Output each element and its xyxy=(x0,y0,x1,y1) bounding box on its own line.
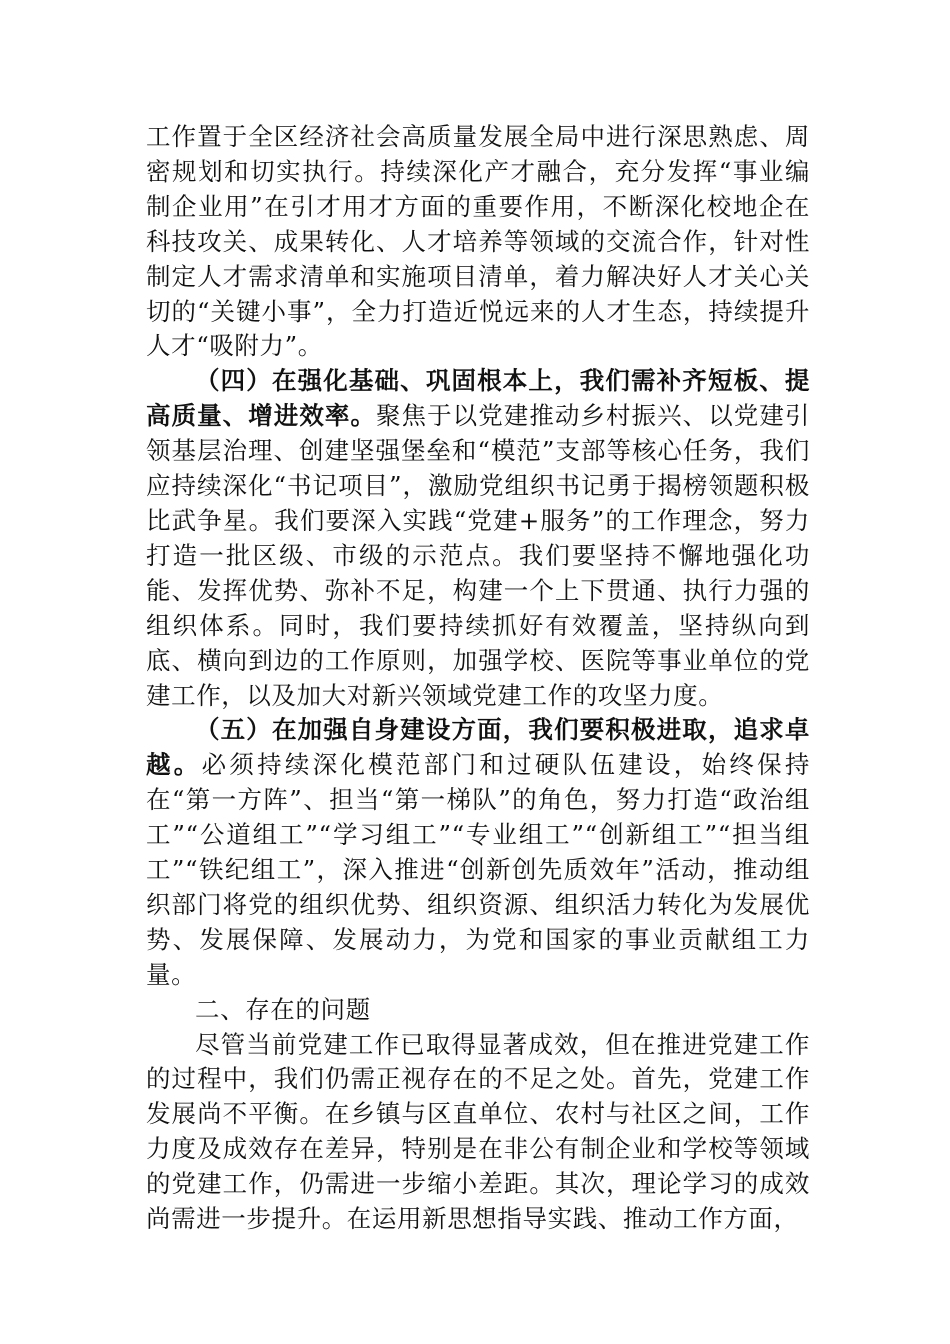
body-paragraph-continuation xyxy=(146,120,810,364)
paragraph-lead-sentence: （四）在强化基础、巩固根本上，我们需补齐短板、提高质量、增进效率。 xyxy=(146,366,810,431)
paragraph-text: 聚焦于以党建推动乡村振兴、以党建引领基层治理、创建坚强堡垒和“模范”支部等核心任务，我们应持续深化“书记项目”，激励党组织书记勇于揭榜领题积极比武争星。我们要深入实践“党建+服务”的工作理念，努力打造一批区级、市级的示范点。我们要坚持不懈地强化功能、发挥优势、弥补不足，构建一个上下贯通、执行力强的组织体系。同时，我们要持续抓好有效覆盖，坚持纵向到底、横向到边的工作原则，加强学校、医院等事业单位的党建工作，以及加大对新兴领域党建工作的攻坚力度。 xyxy=(146,401,810,710)
document-body xyxy=(146,120,810,1237)
paragraph-text: 工作置于全区经济社会高质量发展全局中进行深思熟虑、周密规划和切实执行。持续深化产才融合，充分发挥“事业编制企业用”在引才用才方面的重要作用，不断深化校地企在科技攻关、成果转化、人才培养等领域的交流合作，针对性制定人才需求清单和实施项目清单，着力解决好人才关心关切的“关键小事”，全力打造近悦远来的人才生态，持续提升人才“吸附力”。 xyxy=(146,122,810,361)
body-paragraph-item-5 xyxy=(146,713,810,992)
section-heading: 二、存在的问题 xyxy=(195,994,371,1024)
paragraph-text: 尽管当前党建工作已取得显著成效，但在推进党建工作的过程中，我们仍需正视存在的不足之处。首先，党建工作发展尚不平衡。在乡镇与区直单位、农村与社区之间，工作力度及成效存在差异，特别是在非公有制企业和学校等领域的党建工作，仍需进一步缩小差距。其次，理论学习的成效尚需进一步提升。在运用新思想指导实践、推动工作方面， xyxy=(146,1029,810,1234)
body-paragraph-item-4 xyxy=(146,364,810,713)
body-paragraph-problems xyxy=(146,1028,810,1237)
paragraph-lead-sentence: （五）在加强自身建设方面，我们要积极进取，追求卓越。 xyxy=(146,715,810,780)
paragraph-text: 必须持续深化模范部门和过硬队伍建设，始终保持在“第一方阵”、担当“第一梯队”的角色，努力打造“政治组工”“公道组工”“学习组工”“专业组工”“创新组工”“担当组工”“铁纪组工”，深入推进“创新创先质效年”活动，推动组织部门将党的组织优势、组织资源、组织活力转化为发展优势、发展保障、发展动力，为党和国家的事业贡献组工力量。 xyxy=(146,750,810,989)
